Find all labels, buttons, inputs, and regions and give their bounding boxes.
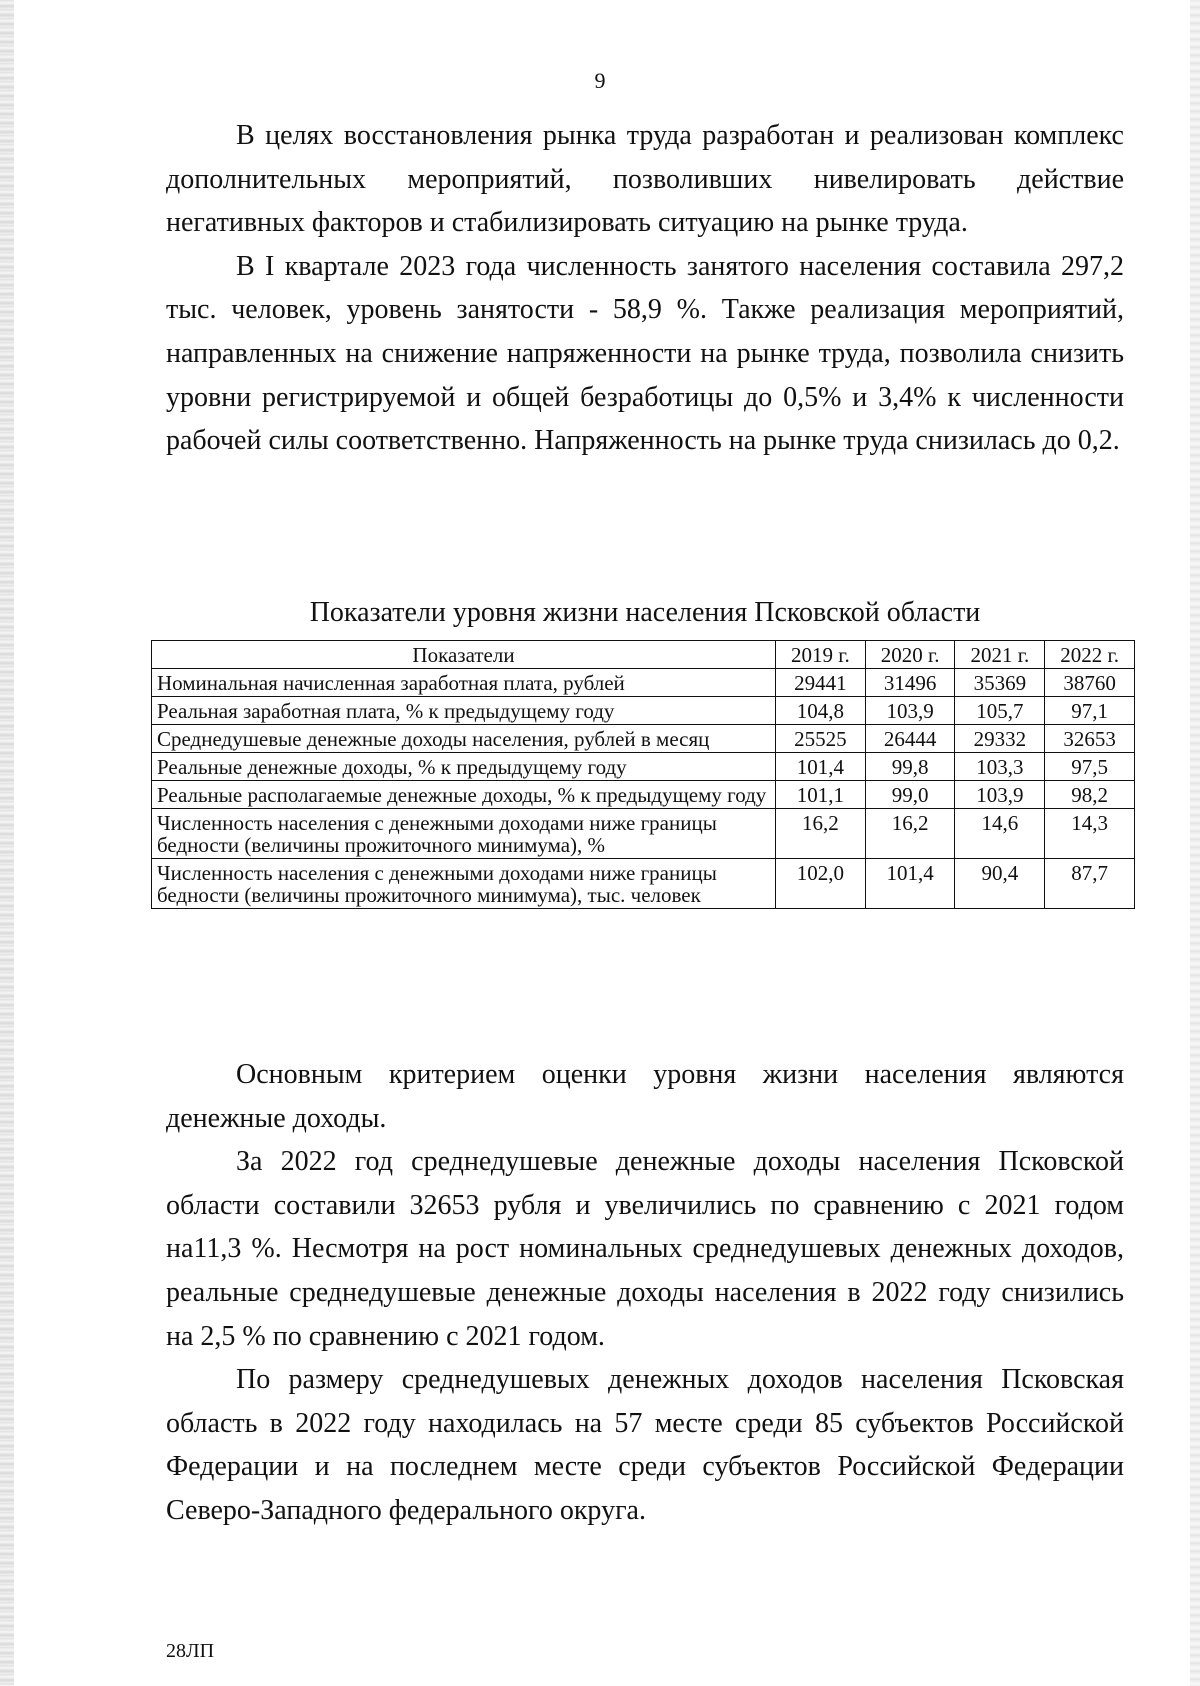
row-label: Численность населения с денежными доходами ниже границы бедности (величины прожиточного минимума), % [152,809,776,859]
table-row [152,753,1135,781]
paragraph-income-2022: За 2022 год среднедушевые денежные доходы населения Псковской области составили 32653 рубля и увеличились по сравнению с 2021 годом на11,3 %. Несмотря на рост номинальных среднедушевых денежных доходов, реальные среднедушевые денежные доходы населения в 2022 году снизились на 2,5 % по сравнению с 2021 годом. [166,1146,1124,1352]
cell-value: 103,9 [955,781,1045,809]
cell-value: 97,5 [1045,753,1135,781]
paragraph-income-criterion: Основным критерием оценки уровня жизни населения являются денежные доходы. [166,1059,1124,1134]
cell-value: 87,7 [1045,859,1135,909]
cell-value: 29441 [776,669,866,697]
cell-value: 31496 [865,669,955,697]
row-label: Номинальная начисленная заработная плата, рублей [152,669,776,697]
cell-value: 35369 [955,669,1045,697]
paragraph-region-ranking: По размеру среднедушевых денежных доходов населения Псковская область в 2022 году находилась на 57 месте среди 85 субъектов Российской Федерации и на последнем месте среди субъектов Российской Федерации Северо-Западного федерального округа. [166,1364,1124,1526]
table-row [152,669,1135,697]
cell-value: 25525 [776,725,866,753]
cell-value: 101,4 [865,859,955,909]
document-code: 28ЛП [166,1640,215,1662]
table-row [152,781,1135,809]
row-label: Реальные располагаемые денежные доходы, % к предыдущему году [152,781,776,809]
cell-value: 103,9 [865,697,955,725]
cell-value: 97,1 [1045,697,1135,725]
table-row [152,859,1135,909]
table-title: Показатели уровня жизни населения Псковской области [309,597,981,628]
cell-value: 101,4 [776,753,866,781]
body-text-top [166,114,1124,463]
cell-value: 99,8 [865,753,955,781]
cell-value: 90,4 [955,859,1045,909]
row-label: Численность населения с денежными доходами ниже границы бедности (величины прожиточного минимума), тыс. человек [152,859,776,909]
body-text-bottom [166,1053,1124,1533]
cell-value: 38760 [1045,669,1135,697]
row-label: Реальная заработная плата, % к предыдущему году [152,697,776,725]
cell-value: 104,8 [776,697,866,725]
cell-value: 29332 [955,725,1045,753]
scan-edge-left [0,0,14,1686]
living-standards-table [151,640,1135,909]
cell-value: 103,3 [955,753,1045,781]
cell-value: 14,3 [1045,809,1135,859]
cell-value: 98,2 [1045,781,1135,809]
cell-value: 14,6 [955,809,1045,859]
cell-value: 99,0 [865,781,955,809]
cell-value: 16,2 [865,809,955,859]
cell-value: 32653 [1045,725,1135,753]
page-number: 9 [594,68,606,93]
scan-edge-right [1190,0,1200,1686]
header-indicators: Показатели [152,641,776,669]
cell-value: 102,0 [776,859,866,909]
cell-value: 105,7 [955,697,1045,725]
row-label: Среднедушевые денежные доходы населения, рублей в месяц [152,725,776,753]
row-label: Реальные денежные доходы, % к предыдущему году [152,753,776,781]
table-row [152,725,1135,753]
table-row [152,697,1135,725]
cell-value: 26444 [865,725,955,753]
header-year-2019: 2019 г. [776,641,866,669]
paragraph-employment: В I квартале 2023 года численность занятого населения составила 297,2 тыс. человек, уровень занятости - 58,9 %. Также реализация мероприятий, направленных на снижение напряженности на рынке труда, позволила снизить уровни регистрируемой и общей безработицы до 0,5% и 3,4% к численности рабочей силы соответственно. Напряженность на рынке труда снизилась до 0,2. [166,250,1124,457]
table-header-row [152,641,1135,669]
header-year-2020: 2020 г. [865,641,955,669]
table-row [152,809,1135,859]
cell-value: 101,1 [776,781,866,809]
header-year-2022: 2022 г. [1045,641,1135,669]
header-year-2021: 2021 г. [955,641,1045,669]
paragraph-labor-market: В целях восстановления рынка труда разработан и реализован комплекс дополнительных мероприятий, позволивших нивелировать действие негативных факторов и стабилизировать ситуацию на рынке труда. [166,120,1124,239]
cell-value: 16,2 [776,809,866,859]
